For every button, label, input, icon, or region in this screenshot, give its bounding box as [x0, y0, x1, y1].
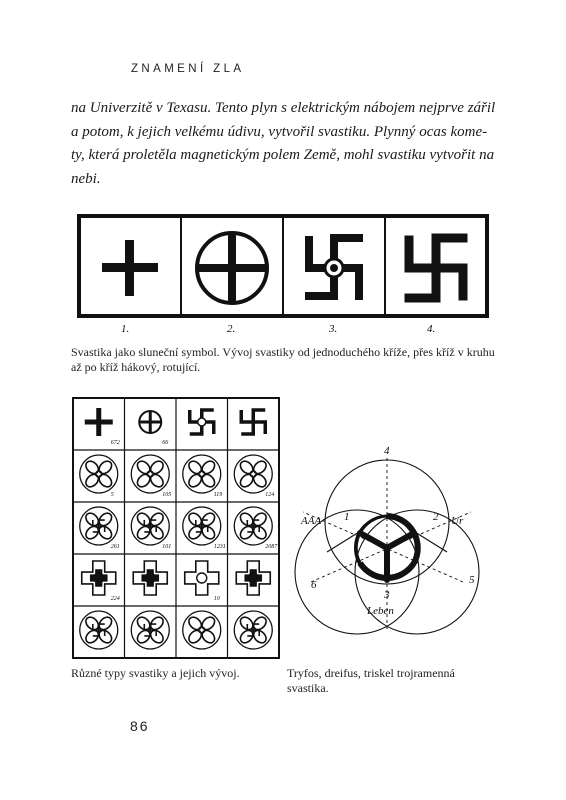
grid-symbol-icon [131, 455, 169, 493]
figure-number: 1. [121, 323, 130, 335]
figure1-caption: Svastika jako sluneční symbol. Vývoj svastiky od jednoduchého kříže, přes kříž v kruhu až po kříž hákový, rotující. [71, 345, 495, 374]
body-line: nebi. [71, 170, 101, 187]
grid-symbol-icon [133, 561, 167, 595]
figure-number: 2. [227, 323, 236, 335]
cell-number: 224 [110, 596, 120, 602]
grid-symbol-icon [139, 411, 161, 433]
cell-number: 66 [162, 440, 169, 446]
grid-symbol-icon [183, 611, 221, 649]
point-label: 5 [469, 574, 475, 586]
figure2-caption: Různé typy svastiky a jejich vývoj. [71, 666, 240, 680]
body-line: a potom, k jejich velkému údivu, vytvořil svastiku. Plynný ocas kome- [71, 123, 488, 140]
grid-symbol-icon [85, 408, 113, 436]
grid-symbol-icon [82, 561, 116, 595]
figure-number: 4. [427, 323, 436, 335]
grid-symbol-icon [80, 611, 118, 649]
cell-number: 2087 [265, 544, 278, 550]
cell-number: 10 [213, 596, 220, 602]
point-label: AAA [301, 515, 322, 527]
grid-symbol-icon [80, 507, 118, 545]
swastika-ring-icon [309, 238, 359, 296]
point-label: 1 [344, 511, 350, 523]
grid-symbol-icon [190, 410, 214, 434]
grid-symbol-icon [234, 455, 272, 493]
figure-swastika-types-grid [72, 397, 280, 659]
grid-symbol-icon [131, 611, 169, 649]
point-label: 3 [384, 589, 390, 601]
cell-number: 119 [213, 492, 223, 498]
swastika-icon [409, 238, 463, 298]
grid-symbol-icon [236, 561, 270, 595]
body-paragraph [71, 97, 501, 191]
cell-number: 124 [265, 492, 275, 498]
figure-number: 3. [329, 323, 338, 335]
grid-symbol-icon [131, 507, 169, 545]
cell-number: 672 [110, 440, 120, 446]
grid-symbol-icon [241, 410, 265, 434]
page-number: 86 [130, 718, 150, 734]
cell-number: 101 [162, 544, 172, 550]
grid-symbol-icon [234, 611, 272, 649]
grid-symbol-icon [183, 507, 221, 545]
figure-tryfos-diagram [287, 440, 507, 662]
cell-number: 1231 [213, 544, 226, 550]
grid-symbol-icon [80, 455, 118, 493]
body-line: ty, která proletěla magnetickým polem Země, mohl svastiku vytvořit na [71, 147, 495, 163]
figure3-caption: Tryfos, dreifus, triskel trojramenná svastika. [287, 666, 455, 695]
grid-symbol-icon [185, 561, 219, 595]
cell-number: 261 [110, 544, 120, 550]
running-head: ZNAMENÍ ZLA [131, 63, 245, 75]
point-label: 4 [384, 445, 390, 457]
figure-swastika-evolution [77, 208, 491, 336]
plain-cross-icon [102, 240, 158, 296]
grid-symbol-icon [183, 455, 221, 493]
point-label: Leben [367, 605, 394, 617]
cell-number: 5 [110, 492, 114, 498]
body-line: na Univerzitě v Texasu. Tento plyn s elektrickým nábojem nejprve zářil [71, 100, 496, 116]
grid-symbol-icon [234, 507, 272, 545]
point-label: 6 [311, 579, 317, 591]
point-label: 2 [433, 511, 439, 523]
cross-in-circle-icon [197, 233, 267, 303]
cell-number: 105 [162, 492, 172, 498]
point-label: Ur [451, 515, 464, 527]
